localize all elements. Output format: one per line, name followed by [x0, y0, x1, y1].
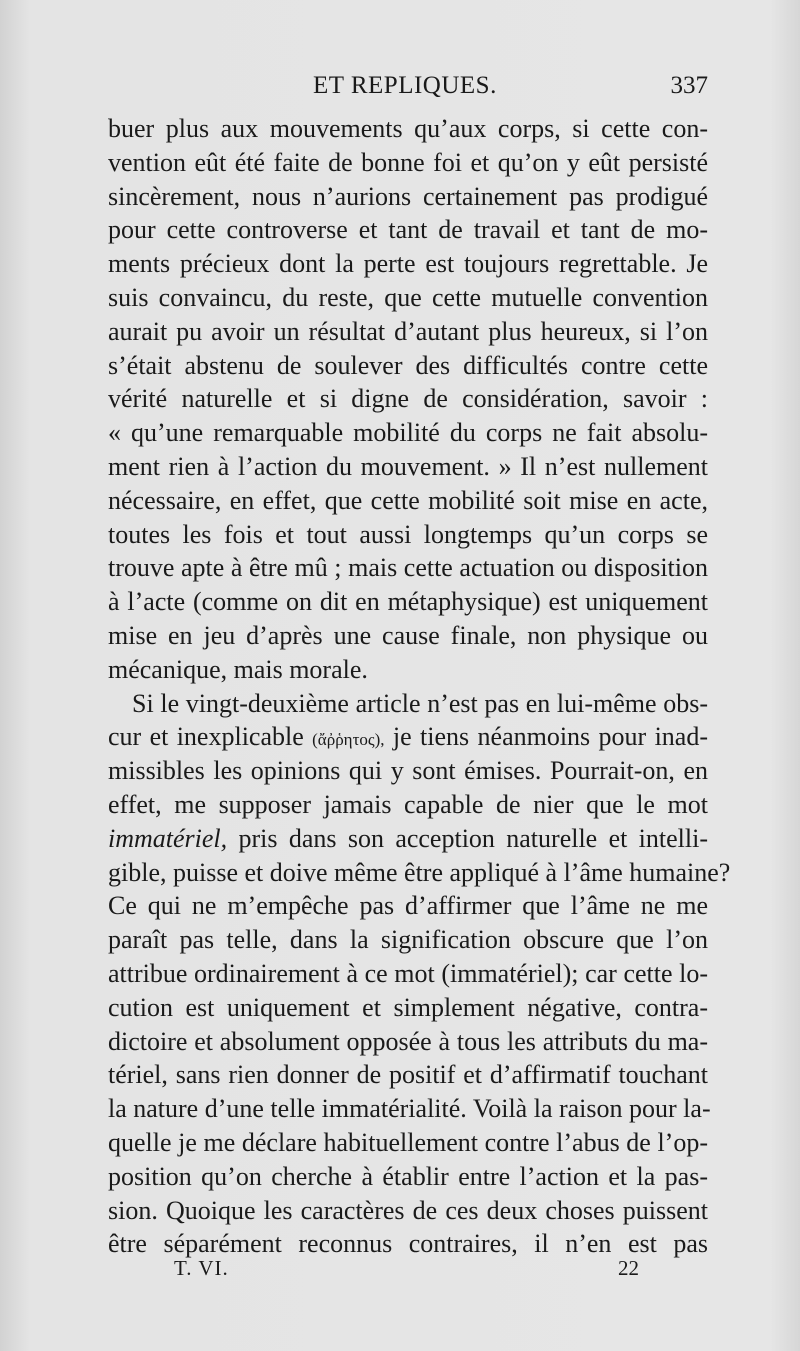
text-line: s’était abstenu de soulever des difficultés contre cette — [108, 350, 708, 380]
body-text — [108, 112, 731, 1261]
text-line: la nature d’une telle immatérialité. Voilà la raison pour la- — [108, 1094, 711, 1124]
line-segment: cur et inexplicable — [108, 722, 304, 752]
italic-word: immatériel, — [108, 823, 228, 853]
text-line: tériel, sans rien donner de positif et d’affirmatif touchant — [108, 1060, 708, 1090]
text-line: toutes les fois et tout aussi longtemps qu’un corps se — [108, 519, 708, 549]
text-line: buer plus aux mouvements qu’aux corps, si cette con- — [108, 114, 708, 143]
text-line: être séparément reconnus contraires, il n’en est pas — [108, 1229, 708, 1259]
page-header — [108, 72, 708, 106]
greek-word: (ἄῤῥητος), — [312, 730, 385, 750]
line-segment: pris dans son acception naturelle et intelli- — [227, 823, 708, 853]
text-line — [108, 720, 708, 754]
text-line: Ce qui ne m’empêche pas d’affirmer que l’âme ne me — [108, 891, 708, 921]
text-line: mise en jeu d’après une cause finale, non physique ou — [108, 620, 708, 650]
running-head: ET REPLIQUES. — [313, 72, 497, 99]
line-segment: je tiens néanmoins pour inad- — [384, 722, 708, 752]
text-line: « qu’une remarquable mobilité du corps ne fait absolu- — [108, 418, 708, 448]
text-line: cution est uniquement et simplement négative, contra- — [108, 992, 708, 1022]
text-line: paraît pas telle, dans la signification obscure que l’on — [108, 925, 708, 955]
volume-mark: T. VI. — [174, 1256, 229, 1280]
text-line: sincèrement, nous n’aurions certainement pas prodigué — [108, 181, 708, 211]
text-line: trouve apte à être mû ; mais cette actuation ou disposition — [108, 553, 708, 583]
text-line: aurait pu avoir un résultat d’autant plus heureux, si l’on — [108, 316, 708, 346]
page-number: 337 — [670, 72, 708, 99]
text-line: ment rien à l’action du mouvement. » Il n’est nullement — [108, 451, 708, 481]
text-line: à l’acte (comme on dit en métaphysique) est uniquement — [108, 587, 708, 617]
text-line: mécanique, mais morale. — [108, 654, 368, 684]
text-line: attribue ordinairement à ce mot (immatériel); car cette lo- — [108, 958, 708, 988]
text-line: ments précieux dont la perte est toujours regrettable. Je — [108, 249, 708, 279]
text-line: position qu’on cherche à établir entre l’action et la pas- — [108, 1161, 708, 1191]
text-line: effet, me supposer jamais capable de nier que le mot — [108, 789, 708, 819]
text-line: vérité naturelle et si digne de considération, savoir : — [108, 384, 708, 414]
text-line: suis convaincu, du reste, que cette mutuelle convention — [108, 282, 708, 312]
text-line: missibles les opinions qui y sont émises. Pourrait-on, en — [108, 756, 708, 786]
signature-mark: 22 — [618, 1256, 639, 1280]
page-footer — [108, 1256, 708, 1286]
text-line: Si le vingt-deuxième article n’est pas en lui-même obs- — [132, 688, 708, 718]
text-line: sion. Quoique les caractères de ces deux choses puissent — [108, 1195, 708, 1225]
text-line: pour cette controverse et tant de travail et tant de mo- — [108, 215, 708, 245]
text-line: quelle je me déclare habituellement contre l’abus de l’op- — [108, 1127, 708, 1157]
text-line — [108, 822, 708, 856]
text-line: vention eût été faite de bonne foi et qu’on y eût persisté — [108, 147, 708, 177]
text-line: nécessaire, en effet, que cette mobilité soit mise en acte, — [108, 485, 708, 515]
text-line: gible, puisse et doive même être appliqué à l’âme humaine? — [108, 857, 731, 887]
text-line: dictoire et absolument opposée à tous les attributs du ma- — [108, 1026, 708, 1056]
